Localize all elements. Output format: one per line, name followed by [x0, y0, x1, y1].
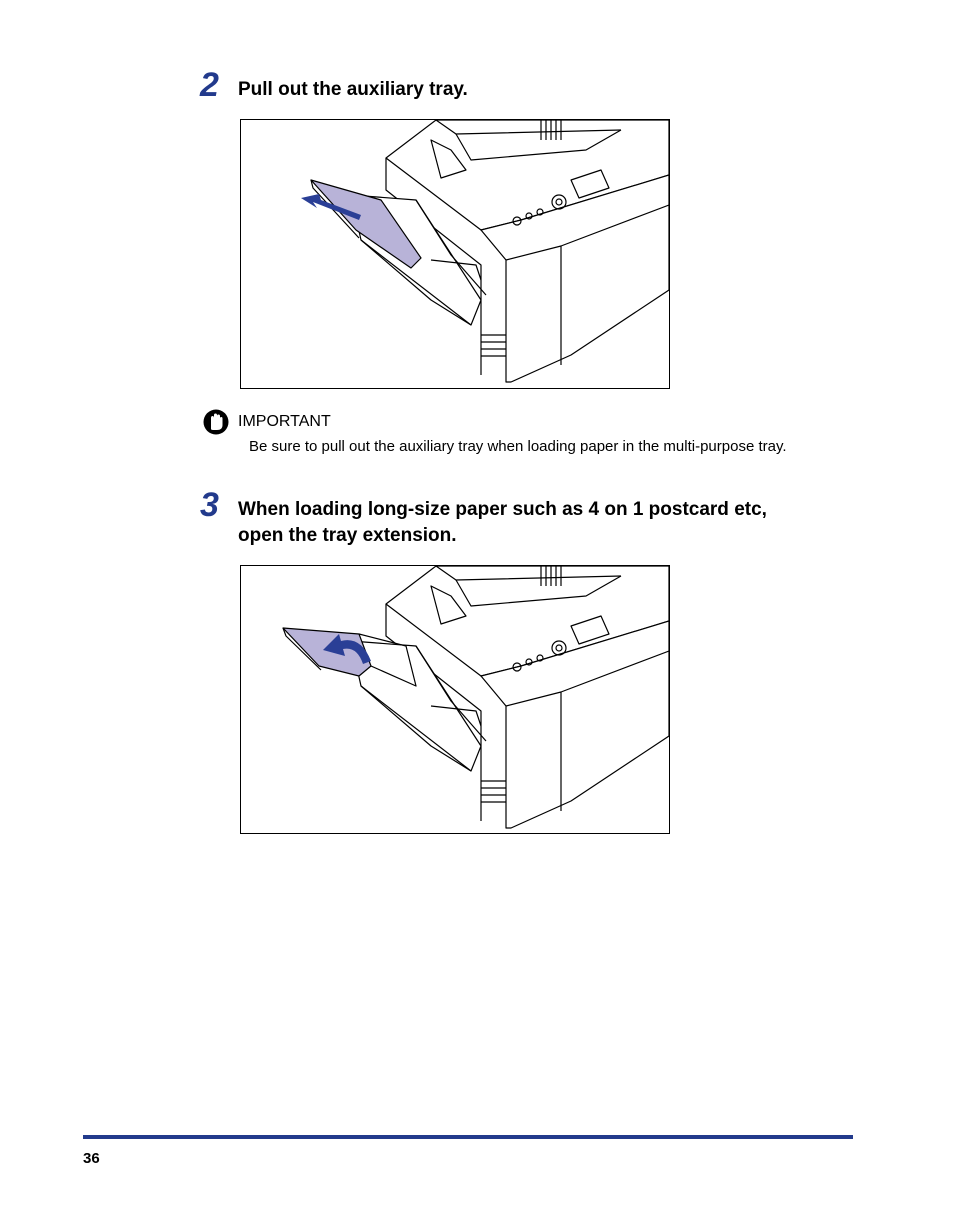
step-2-text: Pull out the auxiliary tray. — [238, 79, 468, 100]
hand-stop-icon — [203, 409, 229, 435]
step-3-text-line2: open the tray extension. — [238, 525, 457, 546]
printer-auxiliary-tray-illustration — [240, 119, 670, 389]
important-title: IMPORTANT — [238, 413, 331, 430]
footer-rule — [83, 1135, 853, 1139]
step-2-number: 2 — [200, 66, 219, 104]
step-3-text-line1: When loading long-size paper such as 4 on 1 postcard etc, — [238, 499, 767, 520]
step-3-number: 3 — [200, 486, 219, 524]
printer-tray-extension-illustration — [240, 565, 670, 834]
important-body: Be sure to pull out the auxiliary tray when loading paper in the multi-purpose tray. — [249, 438, 787, 455]
page-number: 36 — [83, 1150, 100, 1167]
